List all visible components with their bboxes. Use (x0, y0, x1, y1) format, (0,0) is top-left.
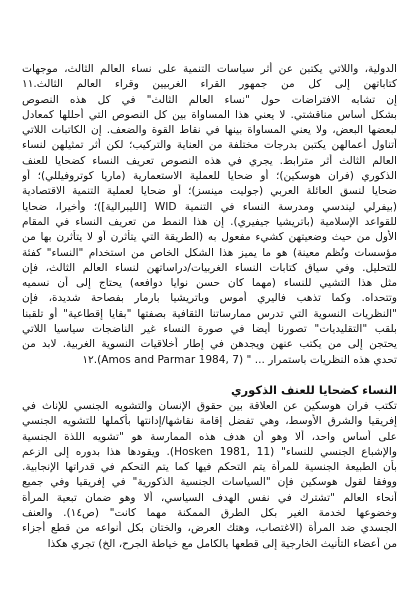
text-line: تكتب فران هوسكين عن العلاقة بين حقوق الإنسان والتشويه الجنسي للإناث في (22, 399, 397, 412)
text-line: وتتحداه. وكما تذهب فاليري أموس وباتريشيا بارمار بفصاحة شديدة، فإن (22, 292, 397, 305)
text-line: بشكل أساس مناقشتي. لا يعني هذا المساواة بين كل النصوص التي أحللها كمعادل (22, 108, 397, 121)
text-line: للقواعد الإسلامية (باتريشيا جيفيري). إن هذا النمط من تعريف النساء في المقام (22, 215, 397, 228)
paragraph-gap (22, 368, 397, 382)
text-line: من أعضاء التأنيث الخارجية إلى قطعها بالكامل مع خياطة الجرح، الخ) تجري هكذا (47, 537, 397, 550)
text-line: للتحليل. وفي سياق كتابات النساء الغربيات/دراساتهن لنساء العالم الثالث، فإن (22, 261, 397, 274)
text-line: أتناول أعمالهن يكتبن بدرجات مختلفة من العناية والتركيب؛ لكن أثر تمثيلهن لنساء (22, 139, 397, 152)
text-line: ضحايا لنسق العائلة العربي (جوليت مينسز)؛ أو ضحايا لعملية التنمية الاقتصادية (22, 185, 397, 198)
text-line: والإشباع الجنسي للنساء" (Hosken 1981, 11). ويقودها هذا بدوره إلى الزعم (22, 445, 397, 458)
text-line: وخضوعها لخدمة الغير بكل الطرق الممكنة مهما كانت" (ص١٤). والعنف (22, 507, 397, 520)
text-line: (بيفرلي ليندسي ومدرسة النساء في التنمية WID [الليبرالية])؛ وأخيرا، ضحايا (22, 200, 397, 213)
body-paragraph (22, 62, 397, 368)
text-line: بأن الطبيعة الجنسية للمرأة يتم التحكم فيها كما يتم التحكم في قدراتها الإنجابية. (22, 461, 397, 474)
text-line: الأول من حيث وضعيتهن كشيء مفعول به (الطريقة التي يتأثرن أو لا يتأثرن بها من (22, 231, 397, 244)
text-line: "النظريات النسوية التي تدرس ممارساتنا الثقافية بصفتها "بقايا إقطاعية" أو تلقبنا (22, 307, 397, 320)
text-line: يحتجن إلى من يكتب عنهن ويجدهن في إطار أخلاقيات النسوية الغربية. لابد من (22, 338, 397, 351)
section-heading: النساء كضحايا للعنف الذكوري (231, 382, 397, 397)
text-line: لبعضها البعض، ولا يعني المساواة بينها في نقاط القوة والضعف. إن الكاتبات اللاتي (22, 124, 397, 137)
text-line: إفريقيا والشرق الأوسط، وهي تفضل إقامة نقاشها/إدانتها بأكملها للتشويه الجنسي (22, 415, 397, 428)
text-line: الجسدي ضد المرأة (الاغتصاب، وهتك العرض، والختان بكل أنواعه من قطع أجزاء (22, 522, 397, 535)
text-line: الذكوري (فران هوسكين)؛ أو ضحايا للعملية الاستعمارية (ماريا كوتروفيللي)؛ أو (22, 170, 397, 183)
text-line: العالم الثالث أثر مترابط. يجري في هذه النصوص تعريف النساء كضحايا للعنف (22, 154, 397, 167)
text-line: الدولية، واللاتي يكتبن عن أثر سياسات التنمية على نساء العالم الثالث، موجهات (22, 63, 397, 75)
text-line: بلقب "التقليديات" تصورنا أيضا في صورة النساء غير الناضجات سياسيا اللاتي (22, 323, 397, 336)
text-line: على أساس واحد، ألا وهو أن هدف هذه الممارسة هو "تشويه اللذة الجنسية (22, 430, 397, 443)
text-line: كتاباتهن إلى كل من جمهور القراء الغربيين وقراء العالم الثالث.١١ (22, 78, 397, 91)
text-line: أنحاء العالم "تشترك في نفس الهدف السياسي، ألا وهو ضمان تبعية المرأة (22, 491, 397, 504)
text-line: ووفقا لقول هوسكين فإن "السياسات الجنسية الذكورية" في إفريقيا وفي جميع (22, 476, 397, 489)
text-line: مؤسسات ونُظم معينة) هو ما يميز هذا الشكل الخاص من استخدام "النساء" كفئة (22, 246, 397, 259)
text-line: إن تشابه الافتراضات حول "نساء العالم الثالث" في كل هذه النصوص (22, 93, 397, 106)
body-paragraph (22, 399, 397, 552)
text-line: مثل هذا التشيي للنساء (مهما كان حسن نوايا دوافعه) يحتاج إلى أن نسميه (22, 277, 397, 290)
text-line: تحدي هذه النظريات باستمرار ... " (Amos and Parmar 1984, 7).١٢ (82, 353, 397, 366)
